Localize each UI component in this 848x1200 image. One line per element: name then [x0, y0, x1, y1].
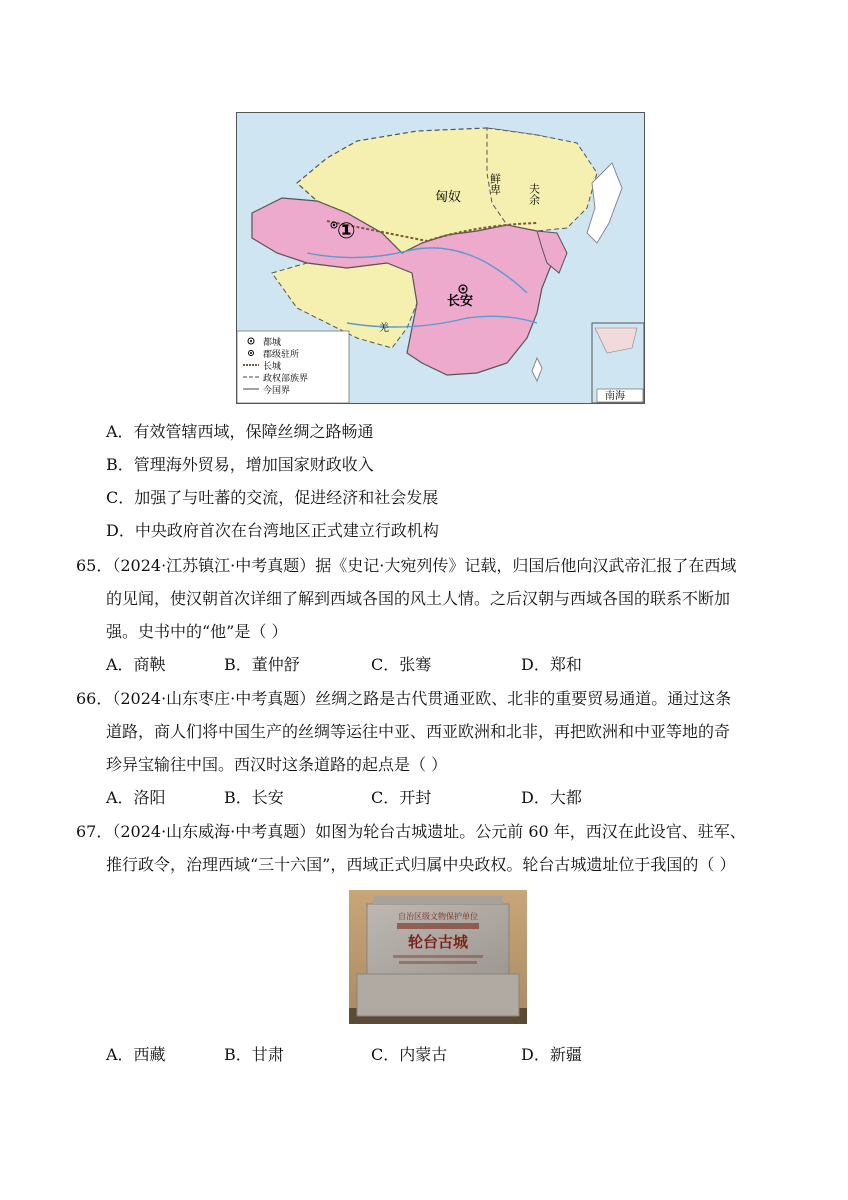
label-xianbei: 鲜卑: [488, 173, 502, 195]
q66-line-3: 珍异宝输往中国。西汉时这条道路的起点是（ ）: [106, 755, 448, 774]
q66-option-d: D．大都: [521, 788, 582, 807]
q67-line-2: 推行政令，治理西域“三十六国”，西域正式归属中央政权。轮台古城遗址位于我国的（ ）: [106, 855, 736, 874]
inset-label: 南海: [605, 391, 625, 402]
luntai-ancient-city-photo: [349, 890, 527, 1024]
q65-option-d: D．郑和: [521, 655, 582, 674]
q67-option-d: D．新疆: [521, 1045, 582, 1064]
q64-option-a: A．有效管辖西域，保障丝绸之路畅通: [106, 422, 374, 441]
q64-option-c: C．加强了与吐蕃的交流，促进经济和社会发展: [106, 488, 439, 507]
q64-option-d: D．中央政府首次在台湾地区正式建立行政机构: [106, 521, 439, 540]
legend-item-border: 今国界: [263, 386, 291, 396]
label-fuyu: 夫余: [527, 183, 541, 205]
q66-line-1: 66．（2024·山东枣庄·中考真题）丝绸之路是古代贯通亚欧、北非的重要贸易通道。通过这条: [76, 689, 732, 708]
q65-line-3: 强。史书中的“他”是（ ）: [106, 622, 288, 641]
q67-option-c: C．内蒙古: [371, 1045, 448, 1064]
stone-subtitle: 自治区级文物保护单位: [398, 912, 478, 921]
label-marker-1: ①: [337, 219, 356, 244]
photo-drawing: [349, 890, 527, 1024]
q64-option-b: B．管理海外贸易，增加国家财政收入: [106, 455, 374, 474]
q65-option-c: C．张骞: [371, 655, 432, 674]
q65-option-b: B．董仲舒: [224, 655, 300, 674]
q66-line-2: 道路，商人们将中国生产的丝绸等运往中亚、西亚欧洲和北非，再把欧洲和中亚等地的奇: [106, 722, 731, 741]
q67-option-a: A．西藏: [106, 1045, 166, 1064]
q66-option-a: A．洛阳: [106, 788, 166, 807]
label-xiongnu: 匈奴: [435, 190, 462, 205]
q65-line-2: 的见闻，使汉朝首次详细了解到西域各国的风土人情。之后汉朝与西域各国的联系不断加: [106, 589, 731, 608]
label-qiang: 羌: [379, 323, 389, 334]
legend-item-boundary: 政权部族界: [263, 374, 309, 384]
legend-item-great-wall: 长城: [263, 362, 282, 372]
legend-item-capital: 都城: [263, 338, 282, 348]
q65-line-1: 65．（2024·江苏镇江·中考真题）据《史记·大宛列传》记载，归国后他向汉武帝汇报了在西域: [76, 556, 737, 575]
q65-option-a: A．商鞅: [106, 655, 166, 674]
q66-option-c: C．开封: [371, 788, 432, 807]
label-changan: 长安: [447, 294, 474, 309]
han-dynasty-map: [236, 112, 645, 404]
legend-item-prefecture: 郡级驻所: [263, 350, 300, 360]
q66-option-b: B．长安: [224, 788, 284, 807]
q67-option-b: B．甘肃: [224, 1045, 284, 1064]
map-drawing: [237, 113, 644, 403]
q67-line-1: 67．（2024·山东威海·中考真题）如图为轮台古城遗址。公元前 60 年，西汉在此设官、驻军、: [76, 822, 746, 841]
stone-title: 轮台古城: [407, 933, 469, 951]
